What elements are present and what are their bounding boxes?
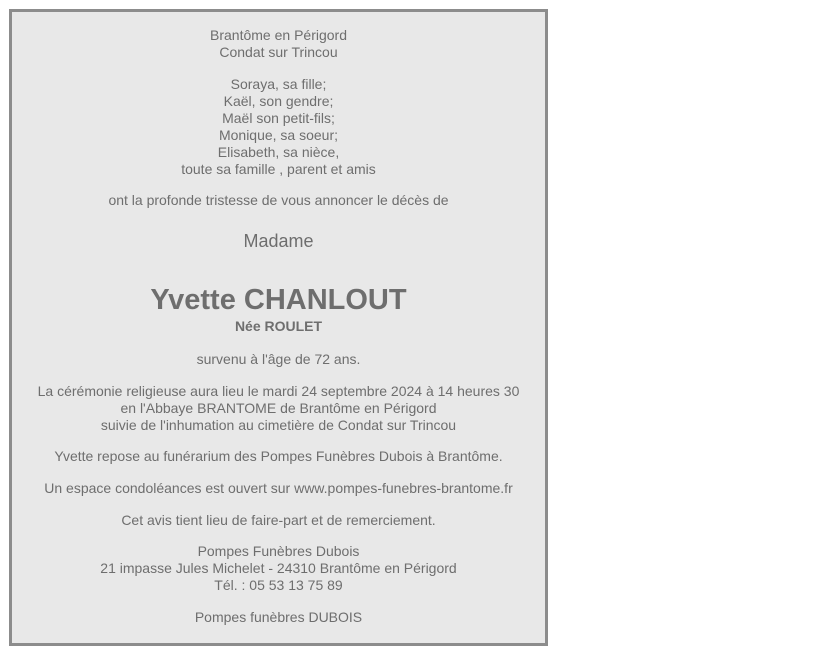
family-line: Elisabeth, sa nièce,: [217, 144, 340, 160]
family-line: Maël son petit-fils;: [222, 110, 335, 126]
funeral-home-block: [12, 543, 545, 594]
family-line: Monique, sa soeur;: [218, 127, 339, 143]
family-line: Soraya, sa fille;: [230, 76, 327, 92]
deceased-name: Yvette CHANLOUT: [150, 284, 407, 316]
honorific-title: Madame: [243, 231, 314, 251]
family-line: toute sa famille , parent et amis: [181, 161, 376, 177]
funeral-home-phone: Tél. : 05 53 13 75 89: [214, 577, 343, 593]
ceremony-line: La cérémonie religieuse aura lieu le mardi 24 septembre 2024 à 14 heures 30: [37, 383, 520, 399]
family-block: [12, 76, 545, 178]
maiden-name: Née ROULET: [234, 318, 323, 334]
funeral-home-address: 21 impasse Jules Michelet - 24310 Brantôme en Périgord: [100, 560, 457, 576]
rests-line: Yvette repose au funérarium des Pompes Funèbres Dubois à Brantôme.: [54, 448, 503, 464]
announcement-text: ont la profonde tristesse de vous annoncer le décès de: [108, 192, 449, 208]
funeral-home-name: Pompes Funèbres Dubois: [197, 543, 360, 559]
family-line: Kaël, son gendre;: [223, 93, 334, 109]
faire-part-line: Cet avis tient lieu de faire-part et de remerciement.: [121, 512, 436, 528]
age-line: survenu à l'âge de 72 ans.: [196, 351, 361, 367]
ceremony-line: en l'Abbaye BRANTOME de Brantôme en Périgord: [120, 400, 437, 416]
location-line: Condat sur Trincou: [219, 44, 338, 60]
condolences-line: Un espace condoléances est ouvert sur www.pompes-funebres-brantome.fr: [44, 480, 513, 496]
signature: Pompes funèbres DUBOIS: [194, 609, 363, 625]
obituary-notice: [9, 9, 548, 646]
location-line: Brantôme en Périgord: [210, 27, 347, 43]
locations-block: [12, 27, 545, 61]
ceremony-block: [12, 383, 545, 434]
ceremony-line: suivie de l'inhumation au cimetière de Condat sur Trincou: [100, 417, 457, 433]
